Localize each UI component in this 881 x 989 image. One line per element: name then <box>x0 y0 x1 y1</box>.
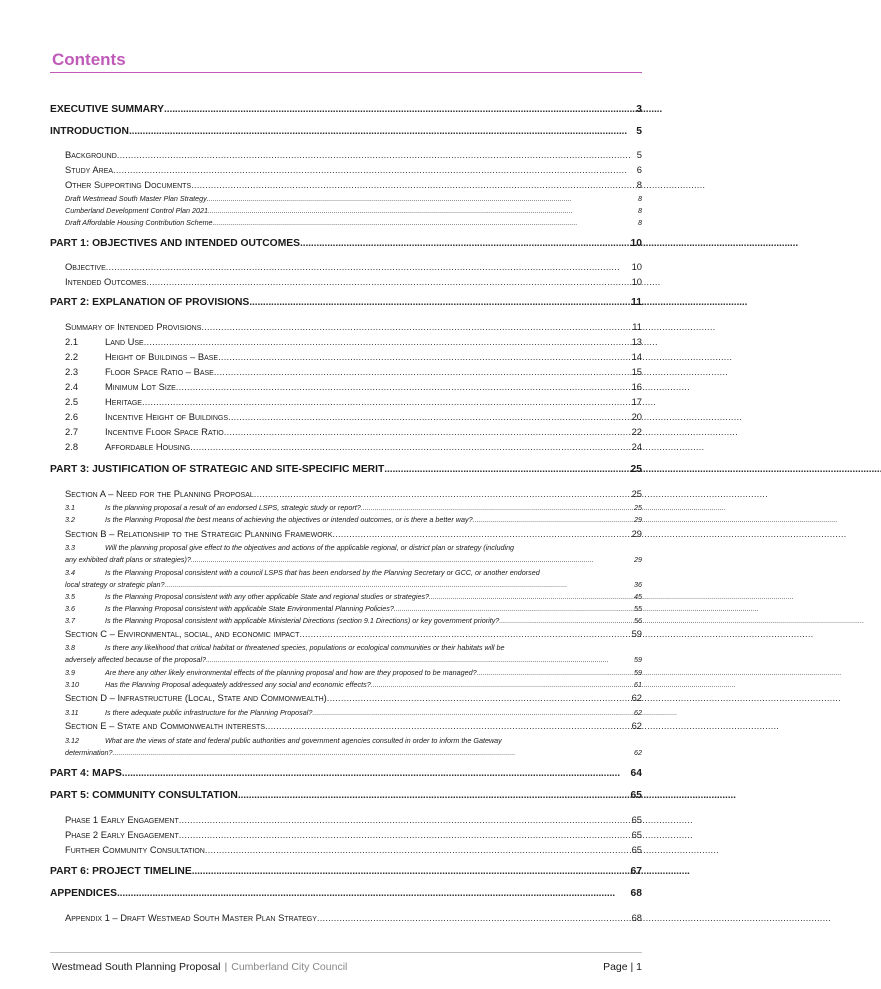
toc-dot-leader <box>179 829 630 840</box>
toc-entry-title: INTRODUCTION <box>50 126 129 137</box>
toc-entry-page: 25 <box>634 503 642 512</box>
toc-entry[interactable] <box>50 297 642 308</box>
toc-entry-page: 64 <box>630 768 642 779</box>
toc-entry-title: Is the Planning Proposal consistent with applicable State Environmental Planning Policies? <box>105 604 394 613</box>
toc-entry-continuation[interactable] <box>65 580 642 589</box>
toc-dot-leader <box>371 680 632 689</box>
toc-dot-leader <box>117 888 629 899</box>
toc-entry-page: 62 <box>634 748 642 757</box>
toc-dot-leader <box>317 912 630 923</box>
toc-entry-number: 2.3 <box>65 366 79 377</box>
toc-entry[interactable] <box>65 643 642 652</box>
toc-entry-page: 8 <box>638 194 642 203</box>
toc-entry[interactable] <box>65 351 642 362</box>
toc-entry[interactable] <box>65 543 642 552</box>
toc-entry-page: 62 <box>631 692 642 703</box>
toc-entry-title: Section C – Environmental, social, and economic impact <box>65 628 300 639</box>
toc-entry-page: 24 <box>631 441 642 452</box>
toc-entry-title: Is the Planning Proposal consistent with a council LSPS that has been endorsed by the Planning Secretary or GCC, or another endorsed <box>105 568 540 577</box>
toc-entry[interactable] <box>65 321 642 332</box>
toc-entry[interactable] <box>65 692 642 703</box>
toc-entry[interactable] <box>65 194 642 203</box>
contents-heading: Contents <box>52 50 126 69</box>
toc-entry-title: Minimum Lot Size <box>105 381 176 392</box>
toc-entry-number: 3.6 <box>65 604 75 613</box>
toc-entry-page: 29 <box>634 515 642 524</box>
toc-entry-page: 8 <box>638 218 642 227</box>
toc-entry[interactable] <box>50 464 642 475</box>
toc-entry-page: 8 <box>638 206 642 215</box>
toc-entry[interactable] <box>65 381 642 392</box>
footer-organisation: Cumberland City Council <box>231 961 348 973</box>
toc-dot-leader <box>254 488 630 499</box>
toc-entry-title: Are there any other likely environmental effects of the planning proposal and how are they proposed to be managed? <box>105 668 477 677</box>
toc-entry-number: 3.10 <box>65 680 79 689</box>
toc-entry[interactable] <box>65 616 642 625</box>
toc-entry-page: 13 <box>631 336 642 347</box>
toc-entry[interactable] <box>65 218 642 227</box>
toc-entry[interactable] <box>65 604 642 613</box>
toc-entry-title: PART 2: EXPLANATION OF PROVISIONS <box>50 297 250 308</box>
toc-entry-title: Is the Planning Proposal consistent with any other applicable State and regional studies or strategies? <box>105 592 430 601</box>
toc-entry-title: Is the Planning Proposal the best means of achieving the objectives or intended outcomes, or is there a better way? <box>105 515 473 524</box>
toc-dot-leader <box>122 768 629 779</box>
toc-entry[interactable] <box>65 628 642 639</box>
toc-entry-page: 10 <box>630 238 642 249</box>
toc-dot-leader <box>312 708 632 717</box>
toc-entry-page: 10 <box>631 276 642 287</box>
toc-entry[interactable] <box>65 912 642 923</box>
page-footer <box>52 961 642 973</box>
toc-entry-page: 56 <box>634 616 642 625</box>
toc-dot-leader <box>224 426 630 437</box>
toc-entry-number: 3.12 <box>65 736 79 745</box>
toc-dot-leader <box>146 276 629 287</box>
toc-entry-continuation[interactable] <box>65 748 642 757</box>
toc-entry[interactable] <box>65 736 642 745</box>
toc-entry-page: 59 <box>634 668 642 677</box>
toc-entry[interactable] <box>65 411 642 422</box>
toc-entry[interactable] <box>65 336 642 347</box>
toc-entry-title: Heritage <box>105 396 142 407</box>
toc-entry[interactable] <box>65 149 642 160</box>
toc-entry-number: 3.7 <box>65 616 75 625</box>
toc-entry[interactable] <box>65 708 642 717</box>
toc-entry-number: 2.5 <box>65 396 79 407</box>
toc-dot-leader <box>190 441 629 452</box>
toc-entry-page: 8 <box>636 179 642 190</box>
toc-entry-title: PART 3: JUSTIFICATION OF STRATEGIC AND SITE-SPECIFIC MERIT <box>50 464 385 475</box>
toc-entry-page: 11 <box>631 297 642 308</box>
toc-entry-title: PART 4: MAPS <box>50 768 122 779</box>
toc-dot-leader <box>113 748 632 757</box>
toc-entry-page: 5 <box>636 126 642 137</box>
toc-entry[interactable] <box>65 261 642 272</box>
toc-entry[interactable] <box>65 164 642 175</box>
toc-entry-title: Phase 2 Early Engagement <box>65 829 179 840</box>
toc-entry-title: Section A – Need for the Planning Proposal <box>65 488 254 499</box>
toc-dot-leader <box>113 164 635 175</box>
toc-entry-title: EXECUTIVE SUMMARY <box>50 104 165 115</box>
toc-entry-page: 16 <box>631 381 642 392</box>
toc-entry[interactable] <box>65 592 642 601</box>
toc-entry-title: Land Use <box>105 336 144 347</box>
toc-dot-leader <box>429 592 632 601</box>
toc-entry-page: 3 <box>636 104 642 115</box>
toc-entry-title: Draft Affordable Housing Contribution Scheme <box>65 218 213 227</box>
toc-dot-leader <box>191 555 632 564</box>
toc-entry-page: 22 <box>631 426 642 437</box>
toc-dot-leader <box>129 126 634 137</box>
toc-entry-title: Section B – Relationship to the Strategic Planning Framework <box>65 528 333 539</box>
toc-dot-leader <box>473 515 632 524</box>
toc-dot-leader <box>144 336 630 347</box>
toc-entry-title: Is the planning proposal a result of an endorsed LSPS, strategic study or report? <box>105 503 361 512</box>
toc-entry[interactable] <box>50 104 642 115</box>
toc-entry-title: PART 6: PROJECT TIMELINE <box>50 866 192 877</box>
toc-entry-title: Floor Space Ratio – Base <box>105 366 214 377</box>
toc-entry-page: 10 <box>631 261 642 272</box>
toc-entry-title-continued: any exhibited draft plans or strategies)? <box>65 555 191 564</box>
toc-entry-number: 2.4 <box>65 381 79 392</box>
toc-entry-title: Height of Buildings – Base <box>105 351 219 362</box>
toc-entry[interactable] <box>65 528 642 539</box>
toc-entry-page: 5 <box>636 149 642 160</box>
toc-entry-number: 3.5 <box>65 592 75 601</box>
footer-separator: | <box>224 961 228 973</box>
toc-entry-title: Study Area <box>65 164 114 175</box>
toc-dot-leader <box>238 790 629 801</box>
toc-dot-leader <box>179 814 630 825</box>
toc-entry-title: Summary of Intended Provisions <box>65 321 202 332</box>
toc-entry-title-continued: local strategy or strategic plan? <box>65 580 165 589</box>
toc-entry-title: Background <box>65 149 117 160</box>
toc-entry-page: 6 <box>636 164 642 175</box>
toc-dot-leader <box>208 206 636 215</box>
toc-entry[interactable] <box>65 426 642 437</box>
toc-entry-title: Incentive Floor Space Ratio <box>105 426 224 437</box>
toc-entry[interactable] <box>65 515 642 524</box>
toc-entry-title: Cumberland Development Control Plan 2021 <box>65 206 209 215</box>
toc-entry-title-continued: determination? <box>65 748 113 757</box>
toc-entry-title: Will the planning proposal give effect to the objectives and actions of the applicable regional, or district plan or strategy (including <box>105 543 515 552</box>
toc-dot-leader <box>499 616 632 625</box>
toc-entry-page: 11 <box>632 321 642 332</box>
toc-entry-title: What are the views of state and federal public authorities and government agencies consulted in order to inform the Gateway <box>105 736 502 745</box>
toc-entry-page: 68 <box>631 912 642 923</box>
toc-entry-page: 62 <box>631 720 642 731</box>
toc-entry-number: 3.3 <box>65 543 75 552</box>
toc-dot-leader <box>213 218 636 227</box>
toc-entry-number: 3.8 <box>65 643 75 652</box>
toc-entry[interactable] <box>65 814 642 825</box>
toc-entry[interactable] <box>65 179 642 190</box>
toc-dot-leader <box>384 464 628 475</box>
toc-entry[interactable] <box>65 488 642 499</box>
toc-entry[interactable] <box>65 829 642 840</box>
toc-entry-number: 2.1 <box>65 336 79 347</box>
toc-dot-leader <box>191 179 635 190</box>
toc-entry[interactable] <box>50 768 642 779</box>
toc-dot-leader <box>299 628 629 639</box>
toc-entry[interactable] <box>50 790 642 801</box>
toc-entry-page: 17 <box>631 396 642 407</box>
toc-entry-number: 2.6 <box>65 411 79 422</box>
toc-entry-title: APPENDICES <box>50 888 117 899</box>
toc-entry[interactable] <box>65 366 642 377</box>
toc-entry-page: 65 <box>631 829 642 840</box>
toc-entry-title: Affordable Housing <box>105 441 191 452</box>
toc-entry-title: Incentive Height of Buildings <box>105 411 229 422</box>
toc-entry-title: Is there adequate public infrastructure for the Planning Proposal? <box>105 708 313 717</box>
toc-entry-page: 25 <box>631 488 642 499</box>
toc-entry-title: Section E – State and Commonwealth interests <box>65 720 265 731</box>
toc-entry-number: 3.4 <box>65 568 75 577</box>
toc-dot-leader <box>164 104 634 115</box>
toc-dot-leader <box>228 411 630 422</box>
toc-entry-title: Draft Westmead South Master Plan Strategy <box>65 194 207 203</box>
toc-entry-page: 14 <box>631 351 642 362</box>
toc-dot-leader <box>394 604 632 613</box>
toc-entry-page: 45 <box>634 592 642 601</box>
toc-entry[interactable] <box>65 503 642 512</box>
toc-entry-title-continued: adversely affected because of the proposal? <box>65 655 207 664</box>
footer-document-title: Westmead South Planning Proposal <box>52 961 221 973</box>
toc-entry-page: 55 <box>634 604 642 613</box>
toc-entry-page: 29 <box>634 555 642 564</box>
toc-entry-title: Intended Outcomes <box>65 276 147 287</box>
toc-dot-leader <box>332 528 629 539</box>
toc-entry[interactable] <box>50 126 642 137</box>
toc-entry[interactable] <box>65 720 642 731</box>
toc-entry-number: 3.2 <box>65 515 75 524</box>
toc-dot-leader <box>214 366 630 377</box>
toc-entry-title: PART 5: COMMUNITY CONSULTATION <box>50 790 238 801</box>
toc-entry-number: 3.9 <box>65 668 75 677</box>
toc-entry-number: 2.8 <box>65 441 79 452</box>
toc-entry-page: 62 <box>634 708 642 717</box>
toc-entry-title: Section D – Infrastructure (Local, State and Commonwealth) <box>65 692 327 703</box>
toc-entry[interactable] <box>65 396 642 407</box>
toc-entry-number: 2.7 <box>65 426 79 437</box>
toc-entry-page: 20 <box>631 411 642 422</box>
toc-entry[interactable] <box>65 206 642 215</box>
toc-entry[interactable] <box>50 888 642 899</box>
toc-dot-leader <box>117 149 635 160</box>
toc-entry-title: Is there any likelihood that critical habitat or threatened species, populations or ecological communities or their habitats will be <box>105 643 505 652</box>
toc-dot-leader <box>327 692 630 703</box>
toc-entry-number: 3.11 <box>65 708 79 717</box>
toc-dot-leader <box>206 655 632 664</box>
toc-entry-number: 2.2 <box>65 351 79 362</box>
toc-entry-title: Phase 1 Early Engagement <box>65 814 179 825</box>
toc-entry-page: 59 <box>634 655 642 664</box>
toc-entry-title: Other Supporting Documents <box>65 179 192 190</box>
toc-entry-page: 61 <box>634 680 642 689</box>
footer-left <box>52 961 347 973</box>
toc-dot-leader <box>477 668 632 677</box>
toc-entry-number: 3.1 <box>65 503 75 512</box>
toc-dot-leader <box>106 261 630 272</box>
toc-entry-title: Is the Planning Proposal consistent with applicable Ministerial Directions (section 9.1 Directions) or key government priority? <box>105 616 500 625</box>
toc-entry-page: 65 <box>630 790 642 801</box>
footer-page-number: Page | 1 <box>603 961 642 973</box>
toc-dot-leader <box>218 351 629 362</box>
toc-entry[interactable] <box>50 866 642 877</box>
toc-entry[interactable] <box>65 568 642 577</box>
footer-divider <box>50 952 642 953</box>
toc-entry-continuation[interactable] <box>65 555 642 564</box>
toc-entry[interactable] <box>65 668 642 677</box>
toc-entry-page: 29 <box>631 528 642 539</box>
heading-underline <box>50 72 642 73</box>
toc-entry[interactable] <box>65 441 642 452</box>
toc-entry-page: 59 <box>631 628 642 639</box>
toc-entry[interactable] <box>65 680 642 689</box>
toc-entry-page: 25 <box>630 464 642 475</box>
toc-entry-page: 36 <box>634 580 642 589</box>
toc-entry-continuation[interactable] <box>65 655 642 664</box>
toc-dot-leader <box>265 720 630 731</box>
toc-entry-page: 68 <box>630 888 642 899</box>
toc-entry[interactable] <box>65 844 642 855</box>
toc-dot-leader <box>207 194 636 203</box>
toc-entry-page: 65 <box>631 814 642 825</box>
toc-entry-title: Appendix 1 – Draft Westmead South Master Plan Strategy <box>65 912 317 923</box>
toc-entry-title: Has the Planning Proposal adequately addressed any social and economic effects? <box>105 680 371 689</box>
toc-dot-leader <box>300 238 629 249</box>
toc-entry-title: Objective <box>65 261 106 272</box>
toc-entry[interactable] <box>65 276 642 287</box>
toc-dot-leader <box>164 580 632 589</box>
toc-entry-title: PART 1: OBJECTIVES AND INTENDED OUTCOMES <box>50 238 301 249</box>
toc-dot-leader <box>176 381 630 392</box>
toc-dot-leader <box>361 503 632 512</box>
toc-entry-page: 67 <box>630 866 642 877</box>
toc-dot-leader <box>249 297 629 308</box>
toc-entry-title: Further Community Consultation <box>65 844 205 855</box>
toc-dot-leader <box>201 321 630 332</box>
toc-dot-leader <box>192 866 629 877</box>
toc-entry-page: 65 <box>631 844 642 855</box>
toc-entry[interactable] <box>50 238 642 249</box>
toc-entry-page: 15 <box>631 366 642 377</box>
toc-dot-leader <box>205 844 630 855</box>
toc-dot-leader <box>142 396 630 407</box>
